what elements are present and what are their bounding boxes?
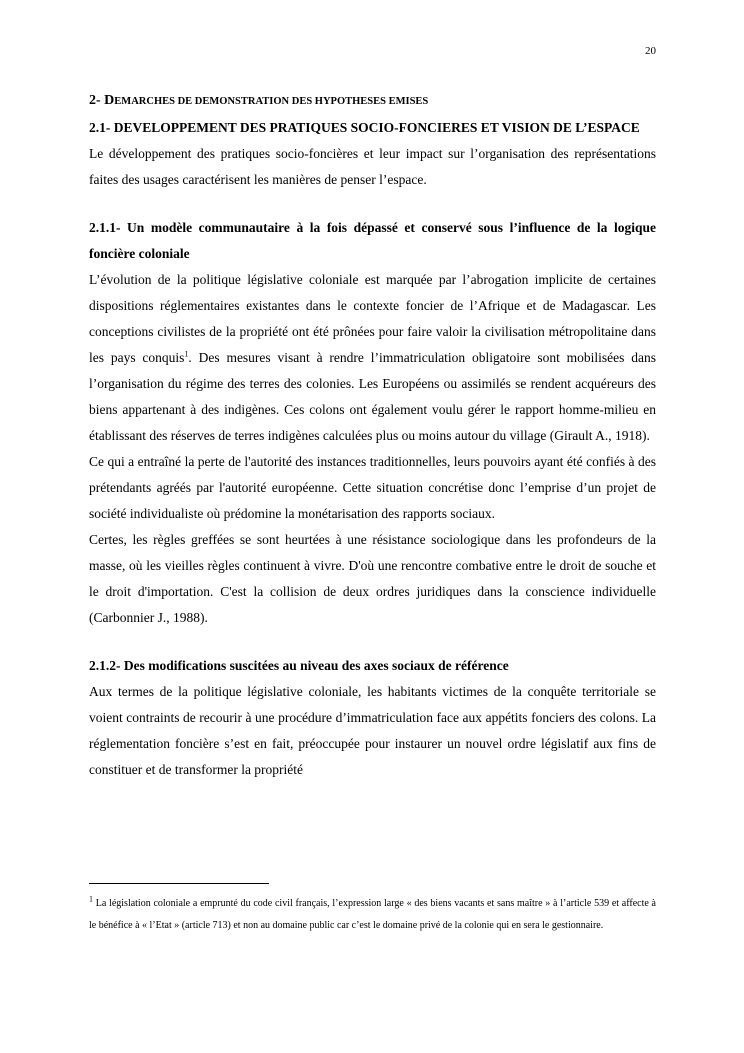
spacer xyxy=(89,193,656,215)
chapter-title-prefix: 2- D xyxy=(89,93,115,108)
chapter-title-rest: EMARCHES DE DEMONSTRATION DES HYPOTHESES EMISES xyxy=(114,96,429,107)
section-title-2-1: 2.1- DEVELOPPEMENT DES PRATIQUES SOCIO-FONCIERES ET VISION DE L’ESPACE xyxy=(89,120,640,135)
section-title-2-1-1: 2.1.1- Un modèle communautaire à la fois dépassé et conservé sous l’influence de la logique foncière coloniale xyxy=(89,220,656,261)
section-2-1-1-paragraph-2: Ce qui a entraîné la perte de l'autorité des instances traditionnelles, leurs pouvoirs ayant été confiés à des prétendants agréés par l'autorité européenne. Cette situation concrétise donc l’emprise d’un projet de société individualiste où prédomine la monétarisation des rapports sociaux. xyxy=(89,454,656,521)
spacer xyxy=(89,631,656,653)
footnote-text: La législation coloniale a emprunté du code civil français, l’expression large « des biens vacants et sans maître » à l’article 539 et affecte à le bénéfice à « l’Etat » (article 713) et non au domaine public car c’est le domaine privé de la colonie qui en sera le gestionnaire. xyxy=(89,898,656,931)
footnote xyxy=(89,893,656,937)
section-2-1-2-paragraph: Aux termes de la politique législative coloniale, les habitants victimes de la conquête territoriale se voient contraints de recourir à une procédure d’immatriculation face aux appétits fonciers des colons. La réglementation foncière s’est en fait, préoccupée pour instaurer un nouvel ordre législatif aux fins de constituer et de transformer la propriété xyxy=(89,684,656,777)
section-2-1-1-paragraph-1 xyxy=(89,267,656,449)
footnote-reference[interactable]: 1 xyxy=(184,349,189,359)
section-2-1-1-paragraph-3: Certes, les règles greffées se sont heurtées à une résistance sociologique dans les profondeurs de la masse, où les vieilles règles continuent à vivre. D'où une rencontre combative entre le droit de souche et le droit d'importation. C'est la collision de deux ordres juridiques dans la conscience individuelle (Carbonnier J., 1988). xyxy=(89,532,656,625)
section-2-1-paragraph: Le développement des pratiques socio-foncières et leur impact sur l’organisation des représentations faites des usages caractérisent les manières de penser l’espace. xyxy=(89,146,656,187)
paragraph-text: L’évolution de la politique législative coloniale est marquée par l’abrogation implicite de certaines dispositions réglementaires existantes dans le contexte foncier de l’Afrique et de Madagascar. Les conceptions civilistes de la propriété ont été prônées pour faire valoir la civilisation métropolitaine dans les pays conquis xyxy=(89,272,656,365)
footnote-divider xyxy=(89,883,269,884)
paragraph-text-continued: . Des mesures visant à rendre l’immatriculation obligatoire sont mobilisées dans l’organisation du régime des terres des colonies. Les Européens ou assimilés se rendent acquéreurs des biens appartenant à des indigènes. Ces colons ont également voulu gérer le rapport homme-milieu en établissant des réserves de terres indigènes calculées plus ou moins autour du village (Girault A., 1918). xyxy=(89,350,656,443)
page-number: 20 xyxy=(645,45,656,57)
chapter-title xyxy=(89,88,656,115)
footnote-number: 1 xyxy=(89,894,93,904)
section-title-2-1-2: 2.1.2- Des modifications suscitées au niveau des axes sociaux de référence xyxy=(89,658,509,673)
page-content xyxy=(89,88,656,783)
